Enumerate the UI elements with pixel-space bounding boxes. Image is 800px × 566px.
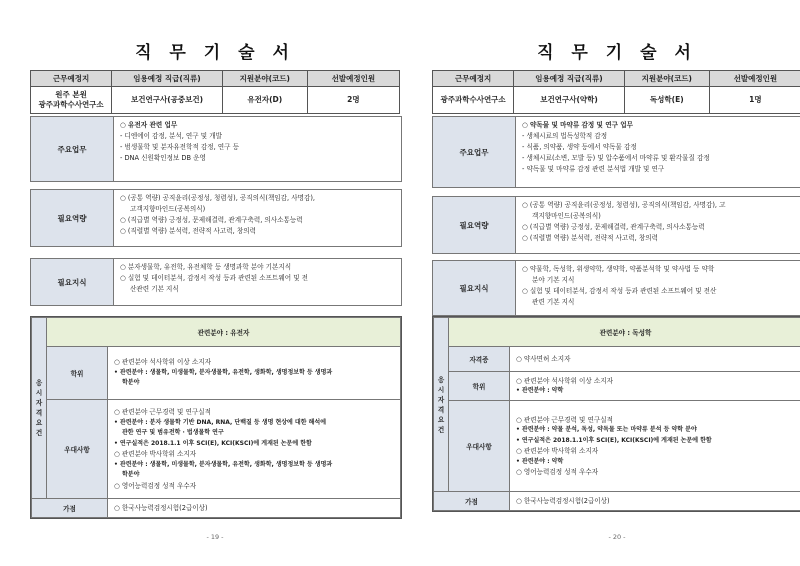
count-cell: 2명 — [307, 87, 399, 114]
knowledge-body — [114, 259, 401, 305]
competency-line: 객지향마인드(공복의식) — [532, 212, 601, 220]
location-cell — [31, 87, 112, 114]
pref-line: • 관련분야 : 분자 생물학 기반 DNA, RNA, 단백질 등 생명 현상에 대한 해석에 — [114, 418, 327, 426]
qual-vertical-label: 응 시 자 격 요 건 — [434, 318, 449, 492]
page-number: - 20 - — [608, 533, 626, 541]
qual-vertical-label: 응 시 자 격 요 건 — [32, 318, 47, 499]
competency-label: 필요역량 — [433, 197, 516, 253]
duties-line: - DNA 신원확인정보 DB 운영 — [120, 154, 206, 162]
degree-line: ○ 관련분야 석사학위 이상 소지자 — [516, 376, 613, 385]
header-table — [432, 70, 800, 114]
pref-line: ○ 영어능력검정 성적 우수자 — [516, 468, 599, 476]
page-title: 직 무 기 술 서 — [135, 43, 295, 63]
degree-label: 학위 — [47, 347, 108, 400]
competency-section — [30, 189, 402, 247]
competency-body — [114, 190, 401, 246]
knowledge-line: ○ 실험 및 데이터분석, 감정서 작성 등과 관련된 소프트웨어 및 전 — [120, 274, 309, 282]
competency-line: ○ (공통 역량) 공직윤리(공정성, 청렴성), 공직의식(책임감, 사명감), 고 — [522, 201, 726, 209]
degree-line: • 관련분야 : 생물학, 미생물학, 분자생물학, 유전학, 생화학, 생명정보학 등 생명과 — [114, 368, 333, 376]
rank-cell: 보건연구사(약학) — [514, 87, 625, 114]
duties-line: - 범생물학 및 분자유전학적 감정, 연구 등 — [120, 143, 239, 151]
count-cell: 1명 — [709, 87, 800, 114]
col-location: 근무예정지 — [31, 71, 112, 87]
pref-line: 관한 연구 및 범유전학 · 법생물학 연구 — [122, 429, 224, 436]
duties-body — [114, 117, 401, 181]
page-left — [30, 0, 400, 566]
knowledge-line: 분야 기본 지식 — [532, 276, 575, 284]
extra-body: ○ 한국사능력검정시험(2급이상) — [510, 492, 800, 511]
pref-label: 우대사항 — [47, 400, 108, 499]
competency-line: ○ (직급별 역량) 긍정성, 문제해결력, 관계구축력, 의사소통능력 — [522, 223, 705, 231]
knowledge-section — [432, 260, 800, 316]
pref-line: • 관련분야 : 약물 분석, 독성, 약독물 또는 마약류 분석 등 약학 분야 — [516, 426, 697, 433]
competency-line: ○ (직급별 역량) 긍정성, 문제해결력, 관계구축력, 의사소통능력 — [120, 216, 303, 224]
pref-line: ○ 영어능력검정 성적 우수자 — [114, 481, 197, 490]
col-rank: 임용예정 직급(직류) — [514, 71, 625, 87]
page-title: 직 무 기 술 서 — [537, 43, 697, 63]
duties-section — [432, 116, 800, 188]
knowledge-line: 관련 기본 지식 — [532, 298, 575, 306]
extra-label: 가점 — [32, 499, 108, 518]
license-label: 자격증 — [449, 347, 510, 372]
knowledge-line: 산관련 기본 지식 — [130, 285, 179, 293]
degree-body — [108, 347, 401, 400]
qualification-table — [30, 316, 402, 519]
degree-line: 학분야 — [122, 379, 140, 387]
location-line2: 광주과학수사연구소 — [38, 100, 104, 109]
pref-line: ○ 관련분야 박사학위 소지자 — [114, 450, 197, 458]
pref-line: • 연구실적은 2018.1.1 이후 SCI(E), KCI(KSCI)에 게재된 논문에 한함 — [114, 439, 312, 447]
competency-line: 고객지향마인드(공복의식) — [130, 205, 206, 213]
col-field: 지원분야(코드) — [222, 71, 307, 87]
duties-line: ○ 유전자 관련 업무 — [120, 121, 178, 129]
competency-line: ○ (공통 역량) 공직윤리(공정성, 청렴성), 공직의식(책임감, 사명감), — [120, 194, 316, 202]
knowledge-label: 필요지식 — [433, 261, 516, 315]
duties-line: - 디엔에이 감정, 분석, 연구 및 개발 — [120, 132, 222, 140]
col-count: 선발예정인원 — [307, 71, 399, 87]
knowledge-label: 필요지식 — [31, 259, 114, 305]
pref-line: ○ 관련분야 근무경력 및 연구실적 — [516, 415, 613, 424]
pref-line: 학분야 — [122, 471, 140, 478]
qual-field-head: 관련분야 : 독성학 — [449, 318, 800, 347]
qual-field-head: 관련분야 : 유전자 — [47, 318, 401, 347]
duties-line: ○ 약독물 및 마약류 감정 및 연구 업무 — [522, 121, 633, 129]
duties-line: - 약독물 및 마약류 감정 관련 분석법 개발 및 연구 — [522, 165, 665, 173]
competency-line: ○ (직렬별 역량) 분석력, 전략적 사고력, 창의력 — [522, 234, 658, 242]
degree-line: • 관련분야 : 약학 — [516, 387, 564, 394]
degree-label: 학위 — [449, 372, 510, 401]
extra-body: ○ 한국사능력검정시험(2급이상) — [108, 499, 401, 518]
competency-line: ○ (직렬별 역량) 분석력, 전략적 사고력, 창의력 — [120, 227, 256, 235]
page-right — [432, 0, 800, 566]
field-cell: 독성학(E) — [624, 87, 709, 114]
knowledge-line: ○ 약물학, 독성학, 위생약학, 생약학, 약품분석학 및 약사법 등 약학 — [522, 265, 715, 273]
location-cell: 광주과학수사연구소 — [433, 87, 514, 114]
duties-line: - 식품, 의약품, 생약 등에서 약독물 감정 — [522, 143, 637, 151]
competency-section — [432, 196, 800, 254]
competency-body — [516, 197, 800, 253]
pref-line: ○ 관련분야 박사학위 소지자 — [516, 447, 599, 455]
location-line1: 원주 본원 — [55, 90, 87, 99]
field-cell: 유전자(D) — [222, 87, 307, 114]
duties-section — [30, 116, 402, 182]
degree-line: ○ 관련분야 석사학위 이상 소지자 — [114, 358, 211, 367]
col-field: 지원분야(코드) — [624, 71, 709, 87]
pref-label: 우대사항 — [449, 401, 510, 492]
knowledge-line: ○ 실험 및 데이터분석, 감정서 작성 등과 관련된 소프트웨어 및 전산 — [522, 287, 717, 295]
pref-line: • 연구실적은 2018.1.1이후 SCI(E), KCI(KSCI)에 게재된 논문에 한함 — [516, 436, 712, 444]
col-location: 근무예정지 — [433, 71, 514, 87]
pref-line: ○ 관련분야 근무경력 및 연구실적 — [114, 408, 211, 416]
header-table — [30, 70, 400, 114]
page-number: - 19 - — [206, 533, 224, 541]
duties-line: - 생체시료의 법독성학적 감정 — [522, 132, 608, 140]
pref-body — [108, 400, 401, 499]
col-rank: 임용예정 직급(직류) — [112, 71, 223, 87]
knowledge-line: ○ 분자생물학, 유전학, 유전체학 등 생명과학 분야 기본지식 — [120, 263, 292, 271]
degree-body — [510, 372, 800, 401]
col-count: 선발예정인원 — [709, 71, 800, 87]
duties-line: - 생체시료(소변, 모발 등) 및 압수품에서 마약류 및 환각물질 감정 — [522, 154, 710, 162]
knowledge-section — [30, 258, 402, 306]
extra-label: 가점 — [434, 492, 510, 511]
duties-body — [516, 117, 800, 187]
qualification-table — [432, 316, 800, 512]
rank-cell: 보건연구사(공중보건) — [112, 87, 223, 114]
pref-body — [510, 401, 800, 492]
license-body: ○ 약사면허 소지자 — [510, 347, 800, 372]
duties-label: 주요업무 — [31, 117, 114, 181]
competency-label: 필요역량 — [31, 190, 114, 246]
pref-line: • 관련분야 : 생물학, 미생물학, 분자생물학, 유전학, 생화학, 생명정보학 등 생명과 — [114, 460, 333, 468]
knowledge-body — [516, 261, 800, 315]
duties-label: 주요업무 — [433, 117, 516, 187]
pref-line: • 관련분야 : 약학 — [516, 457, 564, 465]
